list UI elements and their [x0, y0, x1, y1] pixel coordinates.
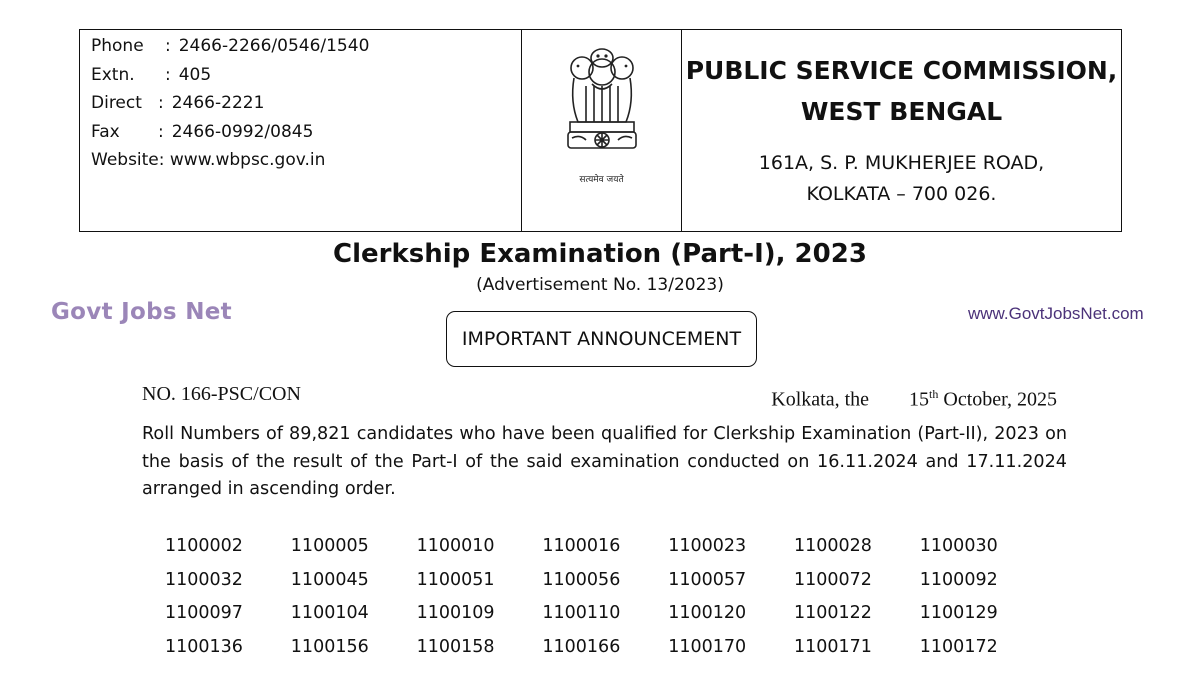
- intro-paragraph: Roll Numbers of 89,821 candidates who have been qualified for Clerkship Examination (Part-II), 2023 on the basis of the result of the Part-I of the said examination conducted on 16.11.2024 and 17.11.2024 arranged in ascending order.: [142, 424, 1067, 499]
- reference-date: [771, 381, 1057, 413]
- roll-number: 1100002: [165, 536, 243, 556]
- emblem-motto: सत्यमेव जयते: [579, 175, 624, 185]
- watermark-brand: Govt Jobs Net: [51, 299, 232, 325]
- date-day: 15: [909, 388, 930, 411]
- roll-number: 1100056: [542, 569, 621, 590]
- contact-value: 405: [178, 64, 212, 85]
- national-emblem-icon: [556, 42, 648, 172]
- roll-number: 1100016: [542, 536, 621, 556]
- roll-number: 1100028: [793, 536, 872, 556]
- roll-number: 1100158: [416, 636, 495, 657]
- roll-number: 1100110: [542, 603, 621, 623]
- contact-label: Direct: [91, 93, 142, 113]
- document-title: Clerkship Examination (Part-I), 2023: [333, 239, 867, 269]
- roll-number: 1100023: [668, 536, 747, 556]
- contact-direct: [91, 89, 521, 118]
- address-line: KOLKATA – 700 026.: [806, 183, 997, 205]
- roll-number: 1100045: [290, 569, 369, 590]
- roll-number: 1100005: [290, 536, 369, 556]
- roll-number: 1100030: [919, 536, 998, 556]
- contact-separator: :: [158, 121, 164, 142]
- contact-value: 2466-0992/0845: [171, 121, 314, 142]
- reference-number: NO. 166-PSC/CON: [142, 383, 301, 405]
- watermark-url: www.GovtJobsNet.com: [968, 304, 1144, 323]
- emblem-block: [522, 30, 682, 231]
- roll-number: 1100092: [919, 569, 998, 590]
- contact-label: Extn.: [91, 64, 135, 85]
- announcement-box: [446, 311, 757, 367]
- contact-separator: :: [158, 93, 164, 113]
- contact-fax: [91, 118, 521, 147]
- contact-extn: [91, 61, 521, 90]
- website-text: Website: www.wbpsc.gov.in: [91, 150, 326, 170]
- roll-number: 1100136: [165, 636, 243, 657]
- roll-number: 1100057: [668, 569, 747, 590]
- document-subtitle: (Advertisement No. 13/2023): [476, 275, 724, 295]
- contact-block: [80, 30, 522, 231]
- roll-number: 1100120: [668, 603, 747, 623]
- roll-number: 1100122: [793, 603, 872, 623]
- address-line: 161A, S. P. MUKHERJEE ROAD,: [758, 152, 1045, 174]
- contact-value: 2466-2266/0546/1540: [178, 36, 370, 56]
- office-name-line: PUBLIC SERVICE COMMISSION,: [685, 56, 1118, 85]
- roll-number: 1100109: [416, 603, 495, 623]
- office-name-line: WEST BENGAL: [800, 97, 1003, 126]
- contact-separator: :: [165, 64, 171, 85]
- roll-number: 1100171: [793, 636, 872, 657]
- letterhead: [79, 29, 1122, 232]
- roll-number: 1100104: [290, 603, 369, 623]
- roll-number: 1100156: [290, 636, 369, 657]
- date-rest: October, 2025: [943, 388, 1057, 411]
- date-suffix: th: [929, 387, 939, 401]
- contact-label: Fax: [91, 121, 120, 142]
- office-block: [682, 30, 1121, 231]
- announcement-label: IMPORTANT ANNOUNCEMENT: [461, 328, 742, 350]
- contact-phone: [91, 32, 521, 61]
- roll-number-table: [165, 533, 1046, 667]
- date-prefix: Kolkata, the: [771, 388, 870, 411]
- roll-number: 1100170: [668, 636, 747, 657]
- contact-label: Phone: [91, 36, 144, 56]
- roll-number: 1100166: [542, 636, 621, 657]
- roll-number: 1100172: [919, 636, 998, 657]
- contact-website: [91, 146, 521, 175]
- roll-number: 1100129: [919, 603, 998, 623]
- office-address: [682, 148, 1121, 210]
- office-name: [682, 50, 1121, 132]
- roll-number: 1100097: [165, 603, 243, 623]
- roll-number: 1100072: [793, 569, 872, 590]
- roll-number: 1100010: [416, 536, 495, 556]
- roll-number: 1100032: [165, 569, 243, 590]
- roll-number: 1100051: [416, 569, 495, 590]
- contact-separator: :: [165, 36, 171, 56]
- contact-value: 2466-2221: [171, 93, 265, 113]
